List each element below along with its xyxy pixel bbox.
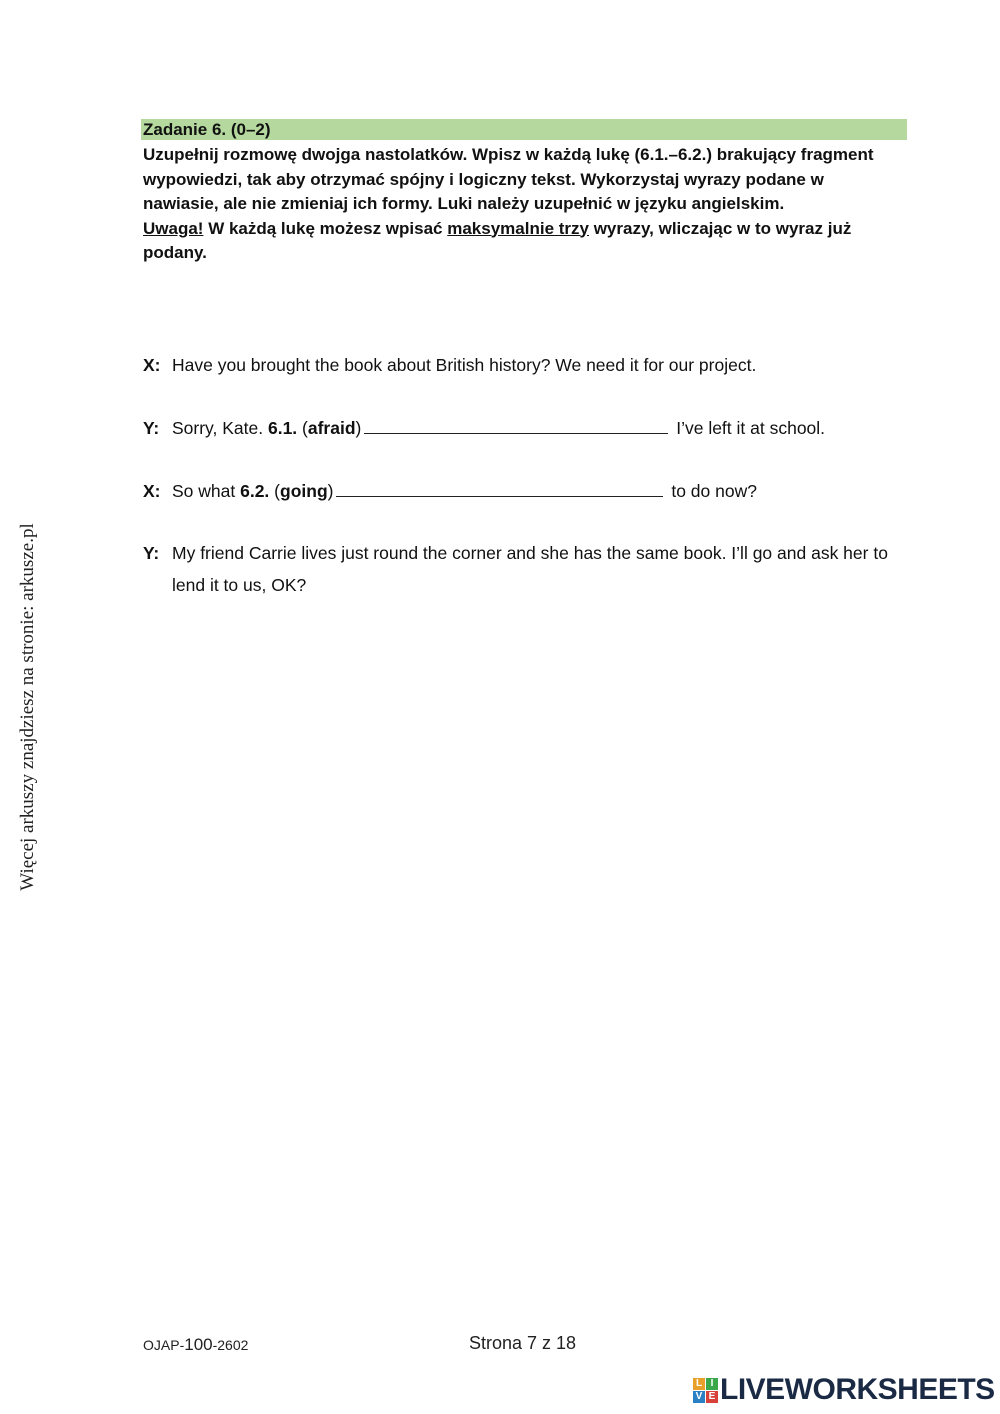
- gap-number: 6.1.: [267, 418, 298, 438]
- speaker-label: Y:: [143, 418, 160, 438]
- exam-code: [143, 1335, 248, 1355]
- paren-close: ): [327, 481, 334, 501]
- speaker-label: X:: [143, 355, 161, 375]
- note-label: Uwaga!: [143, 218, 204, 238]
- dialogue-line-3: [143, 475, 893, 507]
- dialogue-text: [172, 412, 893, 444]
- logo-letter: L: [693, 1378, 705, 1390]
- exam-code-c: -2602: [212, 1337, 249, 1353]
- task-instructions: [143, 143, 903, 266]
- gap-input-6-2[interactable]: [336, 495, 663, 497]
- text-after-gap: to do now?: [666, 481, 757, 501]
- liveworksheets-brand[interactable]: [693, 1374, 995, 1406]
- instruction-text: Uzupełnij rozmowę dwojga nastolatków. Wpisz w każdą lukę (6.1.–6.2.) brakujący fragment wypowiedzi, tak aby otrzymać spójny i logiczny tekst. Wykorzystaj wyrazy podane w nawiasie, ale nie zmieniaj ich formy. Luki należy uzupełnić w języku angielskim.: [143, 145, 874, 213]
- note-text: [143, 217, 903, 266]
- task-header: Zadanie 6. (0–2): [141, 119, 907, 140]
- exam-code-a: OJAP-: [143, 1337, 185, 1353]
- gap-input-6-1[interactable]: [364, 432, 668, 434]
- dialogue-text: [172, 475, 893, 507]
- paren-close: ): [355, 418, 362, 438]
- given-word: afraid: [307, 418, 356, 438]
- text-after-gap: I’ve left it at school.: [671, 418, 826, 438]
- dialogue-line-4: [143, 537, 893, 601]
- text-before-gap: Sorry, Kate.: [172, 418, 268, 438]
- text-before-gap: So what: [172, 481, 241, 501]
- speaker-label: X:: [143, 481, 161, 501]
- note-part-2: wyrazy, wliczając w to wyraz już podany.: [143, 218, 852, 262]
- dialogue-text: Have you brought the book about British history? We need it for our project.: [172, 355, 757, 375]
- note-emphasis: maksymalnie trzy: [447, 218, 589, 238]
- gap-number: 6.2.: [240, 481, 270, 501]
- side-note: Więcej arkuszy znajdziesz na stronie: arkusze.pl: [17, 523, 38, 891]
- logo-letter: V: [693, 1391, 705, 1403]
- logo-letter: E: [706, 1391, 718, 1403]
- exam-code-b: 100: [184, 1335, 213, 1354]
- note-part-1: W każdą lukę możesz wpisać: [203, 218, 448, 238]
- liveworksheets-logo-icon: [693, 1378, 718, 1403]
- page-number: Strona 7 z 18: [469, 1333, 577, 1353]
- speaker-label: Y:: [143, 543, 160, 563]
- paren-open: (: [269, 481, 281, 501]
- dialogue-line-2: [143, 412, 893, 444]
- paren-open: (: [297, 418, 308, 438]
- dialogue-text: My friend Carrie lives just round the corner and she has the same book. I’ll go and ask her to lend it to us, OK?: [172, 543, 888, 595]
- brand-name: LIVEWORKSHEETS: [720, 1373, 995, 1406]
- logo-letter: I: [706, 1378, 718, 1390]
- given-word: going: [280, 481, 328, 501]
- dialogue-line-1: [143, 349, 893, 381]
